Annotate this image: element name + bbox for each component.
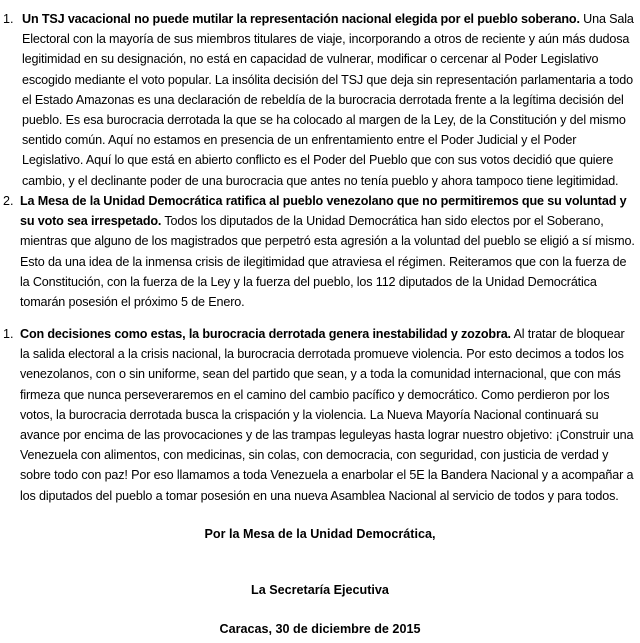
item-heading: Con decisiones como estas, la burocracia derrotada genera inestabilidad y zozobra. [20,327,511,341]
place-date: Caracas, 30 de diciembre de 2015 [219,622,421,636]
item-heading: Un TSJ vacacional no puede mutilar la representación nacional elegida por el pueblo soberano. [22,12,580,26]
item-paragraph [22,9,636,191]
secretary-signature: La Secretaría Ejecutiva [251,583,389,597]
signed-by: Por la Mesa de la Unidad Democrática, [204,527,436,541]
item-number: 1. [3,327,14,341]
item-number: 2. [3,194,14,208]
item-body: Todos los diputados de la Unidad Democrática han sido electos por el Soberano, mientras que alguno de los magistrados que perpetró esta agresión a la voluntad del pueblo se eligió a sí mismo. Esto da una idea de la inmensa crisis de ilegitimidad que atraviesa el régimen. Reiteramos que con la fuerza de la Constitución, con la fuerza de la Ley y la fuerza del pueblo, los 112 diputados de la Unidad Democrática tomarán posesión el próximo 5 de Enero. [20,214,635,310]
item-number: 1. [3,12,14,26]
item-body: Una Sala Electoral con la mayoría de sus miembros titulares de viaje, incorporando a otros de reciente y aún más dudosa legitimidad en su designación, no está en capacidad de vulnerar, modificar o cercenar al Poder Legislativo escogido mediante el voto popular. La insólita decisión del TSJ que deja sin representación parlamentaria a todo el Estado Amazonas es una declaración de rebeldía de la burocracia derrotada frente a la legítima decisión del pueblo. Es esa burocracia derrotada la que se ha colocado al margen de la Ley, de la Constitución y del mismo sentido común. Aquí no estamos en presencia de un enfrentamiento entre el Poder Judicial y el Poder Legislativo. Aquí lo que está en abierto conflicto es el Poder del Pueblo que con sus votos decidió que quiere cambio, y el declinante poder de una burocracia que antes no tenía pueblo y ahora tampoco tiene legitimidad. [22,12,634,188]
item-paragraph [20,191,636,312]
item-body: Al tratar de bloquear la salida electoral a la crisis nacional, la burocracia derrotada promueve violencia. Por esto decimos a todos los venezolanos, con o sin uniforme, sean del partido que sean, y a toda la comunidad internacional, que con más firmeza que nunca perseveraremos en el camino del cambio pacífico y democrático. Como perdieron por los votos, la burocracia derrotada busca la crispación y la violencia. La Nueva Mayoría Nacional continuará su avance por encima de las provocaciones y de las trampas leguleyas hasta lograr nuestro objetivo: ¡Construir una Venezuela con alimentos, con medicinas, sin colas, con democracia, con seguridad, con justicia de verdad y sobre todo con paz! Por eso llamamos a toda Venezuela a enarbolar el 5E la Bandera Nacional y a acompañar a los diputados del pueblo a tomar posesión en una nueva Asamblea Nacional al servicio de todos y para todos. [20,327,634,503]
item-heading: La Mesa de la Unidad Democrática ratifica al pueblo venezolano que no permitiremos que su voluntad y su voto sea irrespetado. [20,194,627,229]
item-paragraph [20,324,636,506]
